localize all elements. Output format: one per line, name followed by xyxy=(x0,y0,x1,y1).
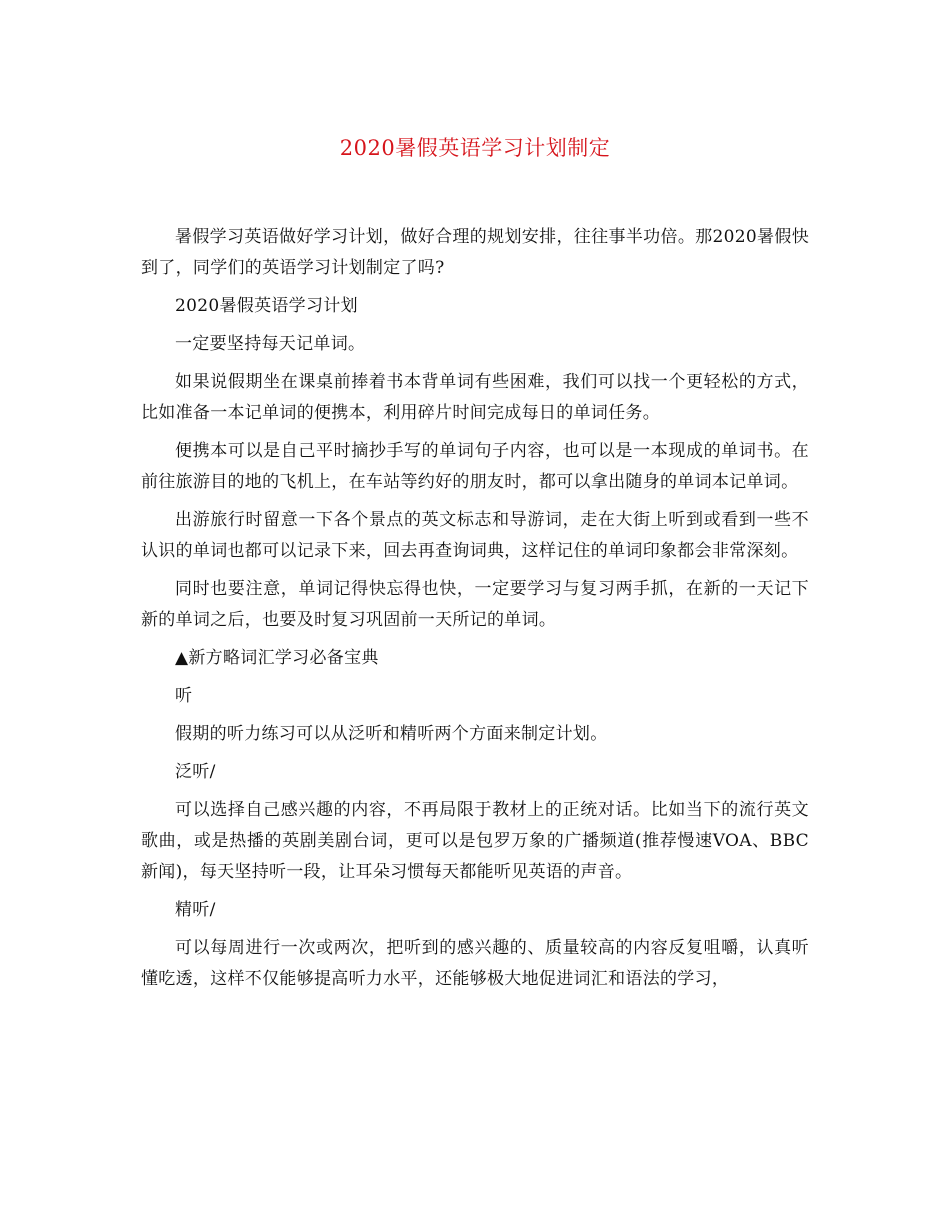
paragraph: 同时也要注意，单词记得快忘得也快，一定要学习与复习两手抓，在新的一天记下新的单词之后，也要及时复习巩固前一天所记的单词。 xyxy=(141,579,809,630)
paragraph: 暑假学习英语做好学习计划，做好合理的规划安排，往往事半功倍。那2020暑假快到了，同学们的英语学习计划制定了吗? xyxy=(141,227,809,278)
paragraph: 2020暑假英语学习计划 xyxy=(175,296,358,316)
document-title: 2020暑假英语学习计划制定 xyxy=(339,136,611,160)
paragraph: 可以每周进行一次或两次，把听到的感兴趣的、质量较高的内容反复咀嚼，认真听懂吃透，这样不仅能够提高听力水平，还能够极大地促进词汇和语法的学习， xyxy=(141,938,809,989)
paragraph: 如果说假期坐在课桌前捧着书本背单词有些困难，我们可以找一个更轻松的方式，比如准备一本记单词的便携本，利用碎片时间完成每日的单词任务。 xyxy=(141,372,809,423)
document-body xyxy=(141,222,809,1002)
paragraph: 便携本可以是自己平时摘抄手写的单词句子内容，也可以是一本现成的单词书。在前往旅游目的地的飞机上，在车站等约好的朋友时，都可以拿出随身的单词本记单词。 xyxy=(141,441,809,492)
paragraph: 可以选择自己感兴趣的内容，不再局限于教材上的正统对话。比如当下的流行英文歌曲，或是热播的英剧美剧台词，更可以是包罗万象的广播频道(推荐慢速VOA、BBC新闻)，每天坚持听一段，让耳朵习惯每天都能听见英语的声音。 xyxy=(141,800,809,882)
paragraph: 泛听/ xyxy=(175,762,216,782)
paragraph: 一定要坚持每天记单词。 xyxy=(175,334,366,354)
paragraph: 精听/ xyxy=(175,900,216,920)
paragraph: ▲新方略词汇学习必备宝典 xyxy=(175,648,379,668)
paragraph: 假期的听力练习可以从泛听和精听两个方面来制定计划。 xyxy=(175,724,608,744)
paragraph: 听 xyxy=(175,686,193,706)
paragraph: 出游旅行时留意一下各个景点的英文标志和导游词，走在大街上听到或看到一些不认识的单词也都可以记录下来，回去再查询词典，这样记住的单词印象都会非常深刻。 xyxy=(141,510,809,561)
